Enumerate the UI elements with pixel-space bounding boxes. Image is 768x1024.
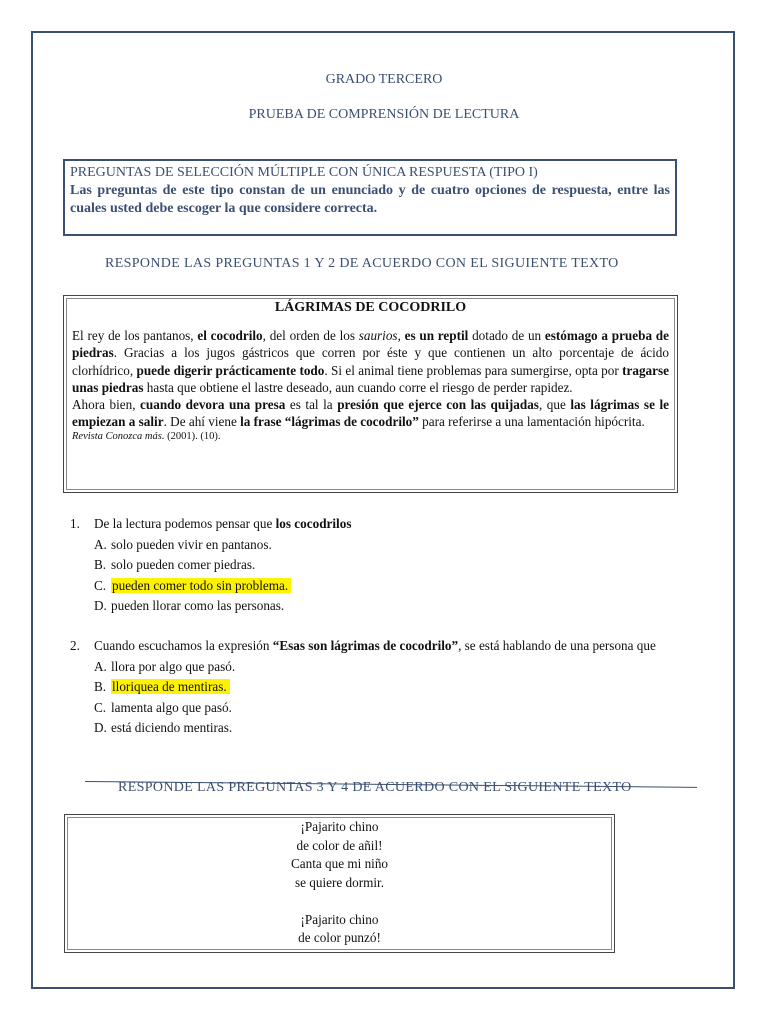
text-run: De la lectura podemos pensar que bbox=[94, 516, 276, 531]
answer-option[interactable] bbox=[70, 718, 698, 739]
question-stem bbox=[70, 636, 698, 657]
source-details: (2001). (10). bbox=[164, 431, 221, 443]
answer-option-highlighted[interactable] bbox=[70, 576, 698, 597]
text-run-bold: el cocodrilo bbox=[197, 328, 263, 344]
section2-instruction: RESPONDE LAS PREGUNTAS 3 Y 4 DE ACUERDO CON EL SIGUIENTE TEXTO bbox=[118, 780, 632, 795]
text-run-italic: saurios bbox=[358, 328, 398, 344]
text-run: hasta que obtiene el lastre deseado, aun cuando corre el riesgo de perder rapidez. bbox=[143, 379, 573, 395]
text-run: , bbox=[397, 328, 405, 344]
text-run: Ahora bien, bbox=[72, 397, 141, 413]
text-run-bold: las lágrimas se le empiezan a salir bbox=[72, 397, 669, 430]
source-title: Revista Conozca más. bbox=[72, 431, 165, 443]
text-run-bold: los cocodrilos bbox=[275, 516, 352, 531]
text-run: dotado de un bbox=[468, 328, 545, 344]
option-text: lamenta algo que pasó. bbox=[111, 699, 232, 715]
poem-line: Canta que mi niño bbox=[290, 856, 389, 871]
reading-paragraph-2 bbox=[72, 396, 669, 430]
reading-source bbox=[72, 430, 669, 444]
poem-line: de color punzó! bbox=[298, 930, 381, 945]
instructions-box bbox=[63, 159, 677, 236]
text-run: para referirse a una lamentación hipócrita. bbox=[418, 414, 645, 430]
option-letter: A. bbox=[94, 658, 107, 674]
text-run-bold: es un reptil bbox=[404, 328, 469, 344]
instructions-heading: PREGUNTAS DE SELECCIÓN MÚLTIPLE CON ÚNICA RESPUESTA (TIPO I) bbox=[70, 165, 538, 180]
text-run: , del orden de los bbox=[262, 328, 359, 344]
text-run: , se está hablando de una persona que bbox=[458, 638, 656, 653]
text-run: . Si el animal tiene problemas para sumergirse, opta por bbox=[324, 362, 623, 378]
section1-instruction: RESPONDE LAS PREGUNTAS 1 Y 2 DE ACUERDO CON EL SIGUIENTE TEXTO bbox=[105, 256, 619, 271]
text-run: Cuando escuchamos la expresión bbox=[94, 638, 273, 653]
text-run-bold: puede digerir prácticamente todo bbox=[136, 362, 325, 378]
option-text: solo pueden vivir en pantanos. bbox=[111, 536, 272, 552]
option-text-highlighted: lloriquea de mentiras. bbox=[111, 679, 230, 694]
question-number: 1. bbox=[70, 516, 80, 531]
option-letter: C. bbox=[94, 699, 107, 715]
text-run-bold: “Esas son lágrimas de cocodrilo” bbox=[272, 638, 459, 653]
answer-option[interactable] bbox=[70, 657, 698, 678]
reading-text-box bbox=[63, 295, 678, 493]
text-run-bold: presión que ejerce con las quijadas bbox=[337, 397, 539, 413]
text-run: , que bbox=[538, 397, 571, 413]
reading-paragraph-1 bbox=[72, 327, 669, 396]
option-letter: D. bbox=[94, 720, 107, 735]
text-run-bold: tragarse unas piedras bbox=[72, 362, 669, 395]
answer-option[interactable] bbox=[70, 535, 698, 556]
option-text: está diciendo mentiras. bbox=[111, 720, 233, 735]
question-1 bbox=[70, 514, 698, 617]
poem-line: se quiere dormir. bbox=[295, 874, 384, 890]
option-letter: D. bbox=[94, 598, 107, 613]
option-text-highlighted: pueden comer todo sin problema. bbox=[111, 578, 291, 593]
poem-line: de color de añil! bbox=[296, 837, 383, 853]
text-run: . De ahí viene bbox=[163, 414, 241, 430]
question-2 bbox=[70, 636, 698, 739]
text-run-bold: estómago a prueba de piedras bbox=[72, 328, 669, 361]
option-letter: B. bbox=[94, 557, 107, 572]
text-run: El rey de los pantanos, bbox=[72, 328, 198, 344]
grade-heading: GRADO TERCERO bbox=[325, 72, 443, 87]
option-text: llora por algo que pasó. bbox=[111, 658, 236, 674]
instructions-body: Las preguntas de este tipo constan de un enunciado y de cuatro opciones de respuesta, entre las cuales usted debe escoger la que considere correcta. bbox=[70, 183, 670, 216]
option-letter: A. bbox=[94, 536, 107, 552]
text-run-bold: la frase “lágrimas de cocodrilo” bbox=[240, 414, 419, 430]
answer-option[interactable] bbox=[70, 698, 698, 719]
option-letter: C. bbox=[94, 577, 107, 593]
question-number: 2. bbox=[70, 638, 80, 653]
text-run: . Gracias a los jugos gástricos que corren por éste y que contienen un alto porcentaje de ácido clorhídrico, bbox=[72, 345, 669, 378]
option-text: pueden llorar como las personas. bbox=[111, 598, 285, 613]
poem-box bbox=[64, 814, 615, 953]
answer-option[interactable] bbox=[70, 596, 698, 617]
answer-option-highlighted[interactable] bbox=[70, 677, 698, 698]
text-run-bold: cuando devora una presa bbox=[140, 397, 286, 413]
question-stem bbox=[70, 514, 698, 535]
reading-title: LÁGRIMAS DE COCODRILO bbox=[274, 300, 467, 315]
text-run: es tal la bbox=[285, 397, 338, 413]
poem-line: ¡Pajarito chino bbox=[300, 819, 379, 834]
test-title: PRUEBA DE COMPRENSIÓN DE LECTURA bbox=[248, 107, 520, 122]
poem-line: ¡Pajarito chino bbox=[300, 911, 379, 927]
option-text: solo pueden comer piedras. bbox=[111, 557, 256, 572]
poem-stanza-break bbox=[65, 892, 614, 911]
option-letter: B. bbox=[94, 679, 107, 694]
answer-option[interactable] bbox=[70, 555, 698, 576]
